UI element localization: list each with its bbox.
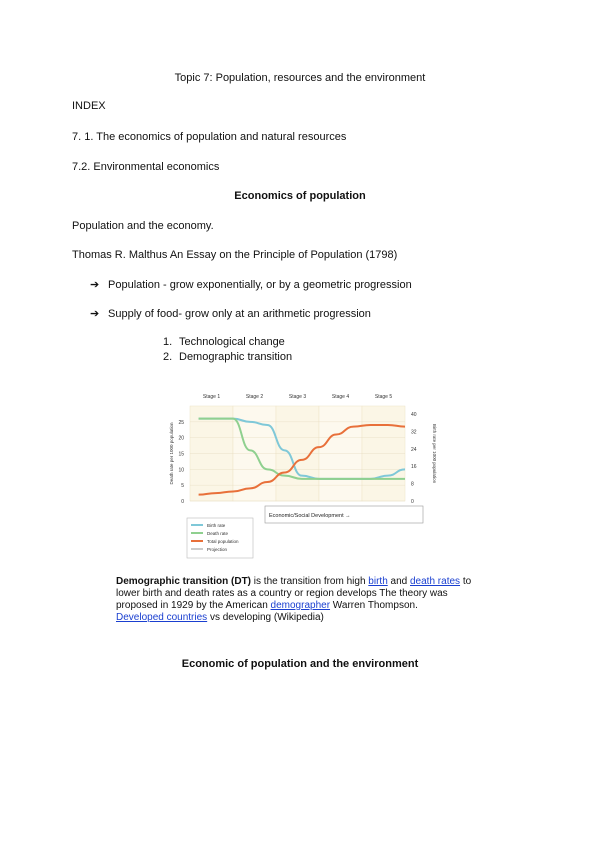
bullet-item-2 (90, 307, 371, 320)
numbered-item-1 (163, 336, 285, 348)
y-left-tick-label: 10 (178, 467, 184, 474)
numbered-item-2 (163, 351, 292, 363)
heading-economic-population-environment: Economic of population and the environment (181, 658, 419, 670)
y-left-axis-label: Death rate per 1000 population (169, 422, 174, 485)
y-right-tick-label: 40 (411, 412, 417, 418)
y-right-tick-label: 16 (411, 464, 417, 471)
heading-economics-of-population: Economics of population (234, 190, 366, 202)
y-left-tick-label: 15 (178, 451, 184, 458)
bullet-text-2: Supply of food- grow only at an arithmetic progression (108, 308, 371, 320)
demographic-transition-chart (165, 386, 440, 561)
stage-label: Stage 1 (202, 394, 221, 400)
birth-link[interactable]: birth (368, 576, 388, 587)
legend-label: Death rate (207, 531, 229, 536)
caption-text: Warren Thompson. (330, 600, 418, 611)
stage-label: Stage 3 (288, 394, 307, 400)
arrow-bullet-icon: ➔ (90, 279, 100, 291)
figure-caption (116, 576, 486, 624)
list-number: 2. (163, 351, 173, 363)
caption-text: to lower birth and death rates as a country or region develops The theory was proposed in 1929 by the American (116, 576, 472, 611)
bullet-item-1 (90, 278, 412, 291)
x-axis-label: Economic/Social Development → (269, 513, 351, 519)
list-text: Demographic transition (179, 351, 293, 363)
y-right-tick-label: 32 (411, 429, 417, 436)
toc-item-2: 7.2. Environmental economics (72, 161, 220, 173)
paragraph-population-economy: Population and the economy. (72, 220, 214, 232)
caption-term: Demographic transition (DT) (116, 576, 252, 587)
stage-label: Stage 2 (245, 394, 264, 400)
demographer-link[interactable]: demographer (270, 600, 331, 611)
stage-label: Stage 4 (331, 394, 350, 400)
caption-text: vs developing (Wikipedia) (207, 612, 324, 623)
stage-label: Stage 5 (374, 394, 393, 400)
y-left-tick-label: 0 (181, 499, 184, 505)
y-right-tick-label: 8 (411, 481, 414, 488)
y-left-tick-label: 20 (178, 435, 184, 442)
caption-text: and (387, 576, 410, 587)
legend-label: Total population (207, 539, 239, 544)
list-number: 1. (163, 336, 173, 348)
caption-text: is the transition from high (251, 576, 369, 587)
list-text: Technological change (179, 336, 285, 348)
paragraph-malthus: Thomas R. Malthus An Essay on the Principle of Population (1798) (72, 249, 398, 261)
developed-countries-link[interactable]: Developed countries (116, 612, 208, 623)
death-rates-link[interactable]: death rates (410, 576, 461, 587)
bullet-text-1: Population - grow exponentially, or by a geometric progression (108, 279, 412, 291)
y-right-tick-label: 24 (411, 446, 417, 453)
legend-label: Birth rate (207, 523, 226, 528)
y-right-tick-label: 0 (411, 499, 414, 505)
toc-item-1: 7. 1. The economics of population and natural resources (72, 131, 347, 143)
y-left-tick-label: 5 (181, 483, 184, 490)
y-left-tick-label: 25 (178, 419, 184, 426)
legend-label: Projection (207, 547, 228, 552)
doc-title: Topic 7: Population, resources and the environment (174, 72, 426, 84)
index-label: INDEX (72, 100, 106, 112)
arrow-bullet-icon: ➔ (90, 308, 100, 320)
y-right-axis-label: Birth rate per 1000 population (432, 423, 437, 484)
